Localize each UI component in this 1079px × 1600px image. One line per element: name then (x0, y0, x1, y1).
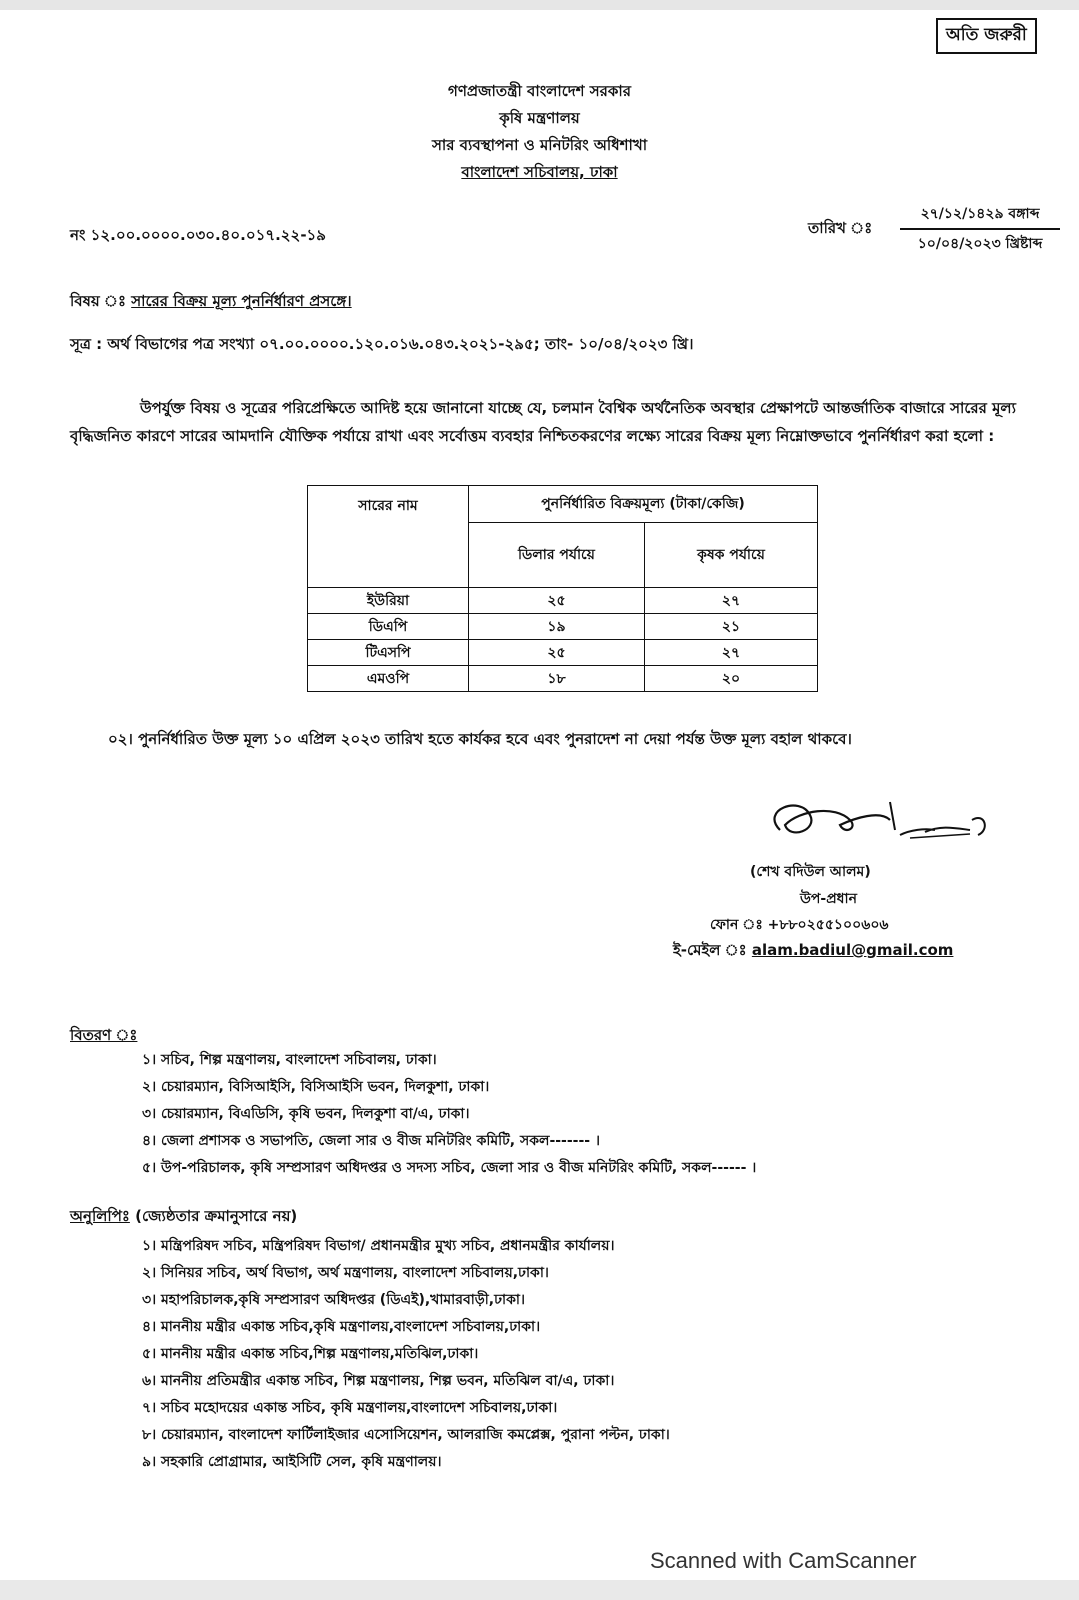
table-row (308, 588, 818, 614)
farmer-price: ২০ (645, 666, 818, 692)
list-item: ৫। মাননীয় মন্ত্রীর একান্ত সচিব,শিল্প মন্ত্রণালয়,মতিঝিল,ঢাকা। (142, 1346, 479, 1362)
document-page (0, 10, 1079, 1580)
effective-date-note: ০২। পুনর্নির্ধারিত উক্ত মূল্য ১০ এপ্রিল ২০২৩ তারিখ হতে কার্যকর হবে এবং পুনরাদেশ না দেয়া পর্যন্ত উক্ত মূল্য বহাল থাকবে। (108, 730, 852, 748)
list-item: ৩। চেয়ারম্যান, বিএডিসি, কৃষি ভবন, দিলকুশা বা/এ, ঢাকা। (142, 1106, 470, 1122)
fertilizer-name: এমওপি (308, 666, 469, 692)
date-bangla: ২৭/১২/১৪২৯ বঙ্গাব্দ (920, 206, 1040, 222)
list-item: ৬। মাননীয় প্রতিমন্ত্রীর একান্ত সচিব, শিল্প মন্ত্রণালয়, শিল্প ভবন, মতিঝিল বা/এ, ঢাকা। (142, 1373, 615, 1389)
date-block (900, 202, 1060, 256)
signatory-phone: ফোন ঃ +৮৮০২৫৫১০০৬০৬ (710, 917, 889, 933)
date-label: তারিখ ঃ (808, 219, 873, 237)
body-paragraph-text: উপর্যুক্ত বিষয় ও সূত্রের পরিপ্রেক্ষিতে আদিষ্ট হয়ে জানানো যাচ্ছে যে, চলমান বৈশ্বিক অর্থনৈতিক অবস্থার প্রেক্ষাপটে আন্তর্জাতিক বাজারে সারের মূল্য বৃদ্ধিজনিত কারণে সারের আমদানি যৌক্তিক পর্যায়ে রাখা এবং সর্বোত্তম ব্যবহার নিশ্চিতকরণের লক্ষ্যে সারের বিক্রয় মূল্য নিম্নোক্তভাবে পুনর্নির্ধারণ করা হলো : (70, 399, 1016, 445)
body-paragraph (70, 394, 1050, 450)
col-dealer-level: ডিলার পর্যায়ে (469, 523, 645, 588)
signatory-email (673, 939, 953, 964)
memo-number: নং ১২.০০.০০০০.০৩০.৪০.০১৭.২২-১৯ (70, 226, 327, 244)
fertilizer-name: ইউরিয়া (308, 588, 469, 614)
scanner-watermark: Scanned with CamScanner (650, 1548, 917, 1573)
header-wing: সার ব্যবস্থাপনা ও মনিটরিং অধিশাখা (431, 136, 648, 154)
list-item: ১। সচিব, শিল্প মন্ত্রণালয়, বাংলাদেশ সচিবালয়, ঢাকা। (142, 1052, 437, 1068)
list-item: ৮। চেয়ারম্যান, বাংলাদেশ ফার্টিলাইজার এসোসিয়েশন, আলরাজি কমপ্লেক্স, পুরানা পল্টন, ঢাকা। (142, 1427, 670, 1443)
col-revised-price: পুনর্নির্ধারিত বিক্রয়মূল্য (টাকা/কেজি) (469, 486, 818, 523)
list-item: ৩। মহাপরিচালক,কৃষি সম্প্রসারণ অধিদপ্তর (ডিএই),খামারবাড়ী,ঢাকা। (142, 1292, 525, 1308)
list-item: ৯। সহকারি প্রোগ্রামার, আইসিটি সেল, কৃষি মন্ত্রণালয়। (142, 1454, 442, 1470)
farmer-price: ২১ (645, 614, 818, 640)
subject-line (70, 290, 352, 315)
scan-border-bottom (0, 1580, 1079, 1600)
farmer-price: ২৭ (645, 588, 818, 614)
subject-text: সারের বিক্রয় মূল্য পুনর্নির্ধারণ প্রসঙ্গে। (131, 292, 352, 310)
col-farmer-level: কৃষক পর্যায়ে (645, 523, 818, 588)
dealer-price: ১৯ (469, 614, 645, 640)
dealer-price: ২৫ (469, 588, 645, 614)
urgent-stamp: অতি জরুরী (936, 18, 1037, 54)
table-row (308, 666, 818, 692)
date-divider (900, 228, 1060, 230)
subject-label: বিষয় ঃ (70, 292, 126, 310)
copies-heading-note: (জ্যেষ্ঠতার ক্রমানুসারে নয়) (135, 1207, 298, 1225)
col-fertilizer-name: সারের নাম (308, 486, 469, 588)
list-item: ২। সিনিয়র সচিব, অর্থ বিভাগ, অর্থ মন্ত্রণালয়, বাংলাদেশ সচিবালয়,ঢাকা। (142, 1265, 549, 1281)
header-location-text: বাংলাদেশ সচিবালয়, ঢাকা (461, 163, 618, 181)
signatory-title: উপ-প্রধান (800, 891, 857, 907)
list-item: ৪। জেলা প্রশাসক ও সভাপতি, জেলা সার ও বীজ মনিটরিং কমিটি, সকল------- । (142, 1133, 600, 1149)
copies-heading-label: অনুলিপিঃ (70, 1207, 130, 1225)
dealer-price: ১৮ (469, 666, 645, 692)
distribution-heading: বিতরণ ঃ (70, 1026, 138, 1044)
signatory-name: (শেখ বদিউল আলম) (750, 864, 871, 880)
price-table (307, 485, 818, 692)
email-label: ই-মেইল ঃ (673, 941, 747, 959)
reference-line: সূত্র : অর্থ বিভাগের পত্র সংখ্যা ০৭.০০.০০০০.১২০.০১৬.০৪৩.২০২১-২৯৫; তাং- ১০/০৪/২০২৩ খ্রি। (70, 335, 694, 353)
table-row (308, 640, 818, 666)
date-gregorian: ১০/০৪/২০২৩ খ্রিষ্টাব্দ (917, 236, 1043, 252)
fertilizer-name: টিএসপি (308, 640, 469, 666)
table-row (308, 614, 818, 640)
farmer-price: ২৭ (645, 640, 818, 666)
header-location (0, 161, 1079, 186)
fertilizer-name: ডিএপি (308, 614, 469, 640)
copies-heading (70, 1205, 297, 1230)
list-item: ৪। মাননীয় মন্ত্রীর একান্ত সচিব,কৃষি মন্ত্রণালয়,বাংলাদেশ সচিবালয়,ঢাকা। (142, 1319, 541, 1335)
email-address: alam.badiul@gmail.com (751, 941, 954, 959)
list-item: ৭। সচিব মহোদয়ের একান্ত সচিব, কৃষি মন্ত্রণালয়,বাংলাদেশ সচিবালয়,ঢাকা। (142, 1400, 558, 1416)
list-item: ১। মন্ত্রিপরিষদ সচিব, মন্ত্রিপরিষদ বিভাগ/ প্রধানমন্ত্রীর মুখ্য সচিব, প্রধানমন্ত্রীর কার্যালয়। (142, 1238, 615, 1254)
handwritten-signature (740, 790, 1000, 860)
list-item: ৫। উপ-পরিচালক, কৃষি সম্প্রসারণ অধিদপ্তর ও সদস্য সচিব, জেলা সার ও বীজ মনিটরিং কমিটি, সকল------ । (142, 1160, 757, 1176)
list-item: ২। চেয়ারম্যান, বিসিআইসি, বিসিআইসি ভবন, দিলকুশা, ঢাকা। (142, 1079, 490, 1095)
header-government: গণপ্রজাতন্ত্রী বাংলাদেশ সরকার (448, 82, 631, 100)
header-ministry: কৃষি মন্ত্রণালয় (499, 109, 580, 127)
scan-border-top (0, 0, 1079, 10)
dealer-price: ২৫ (469, 640, 645, 666)
